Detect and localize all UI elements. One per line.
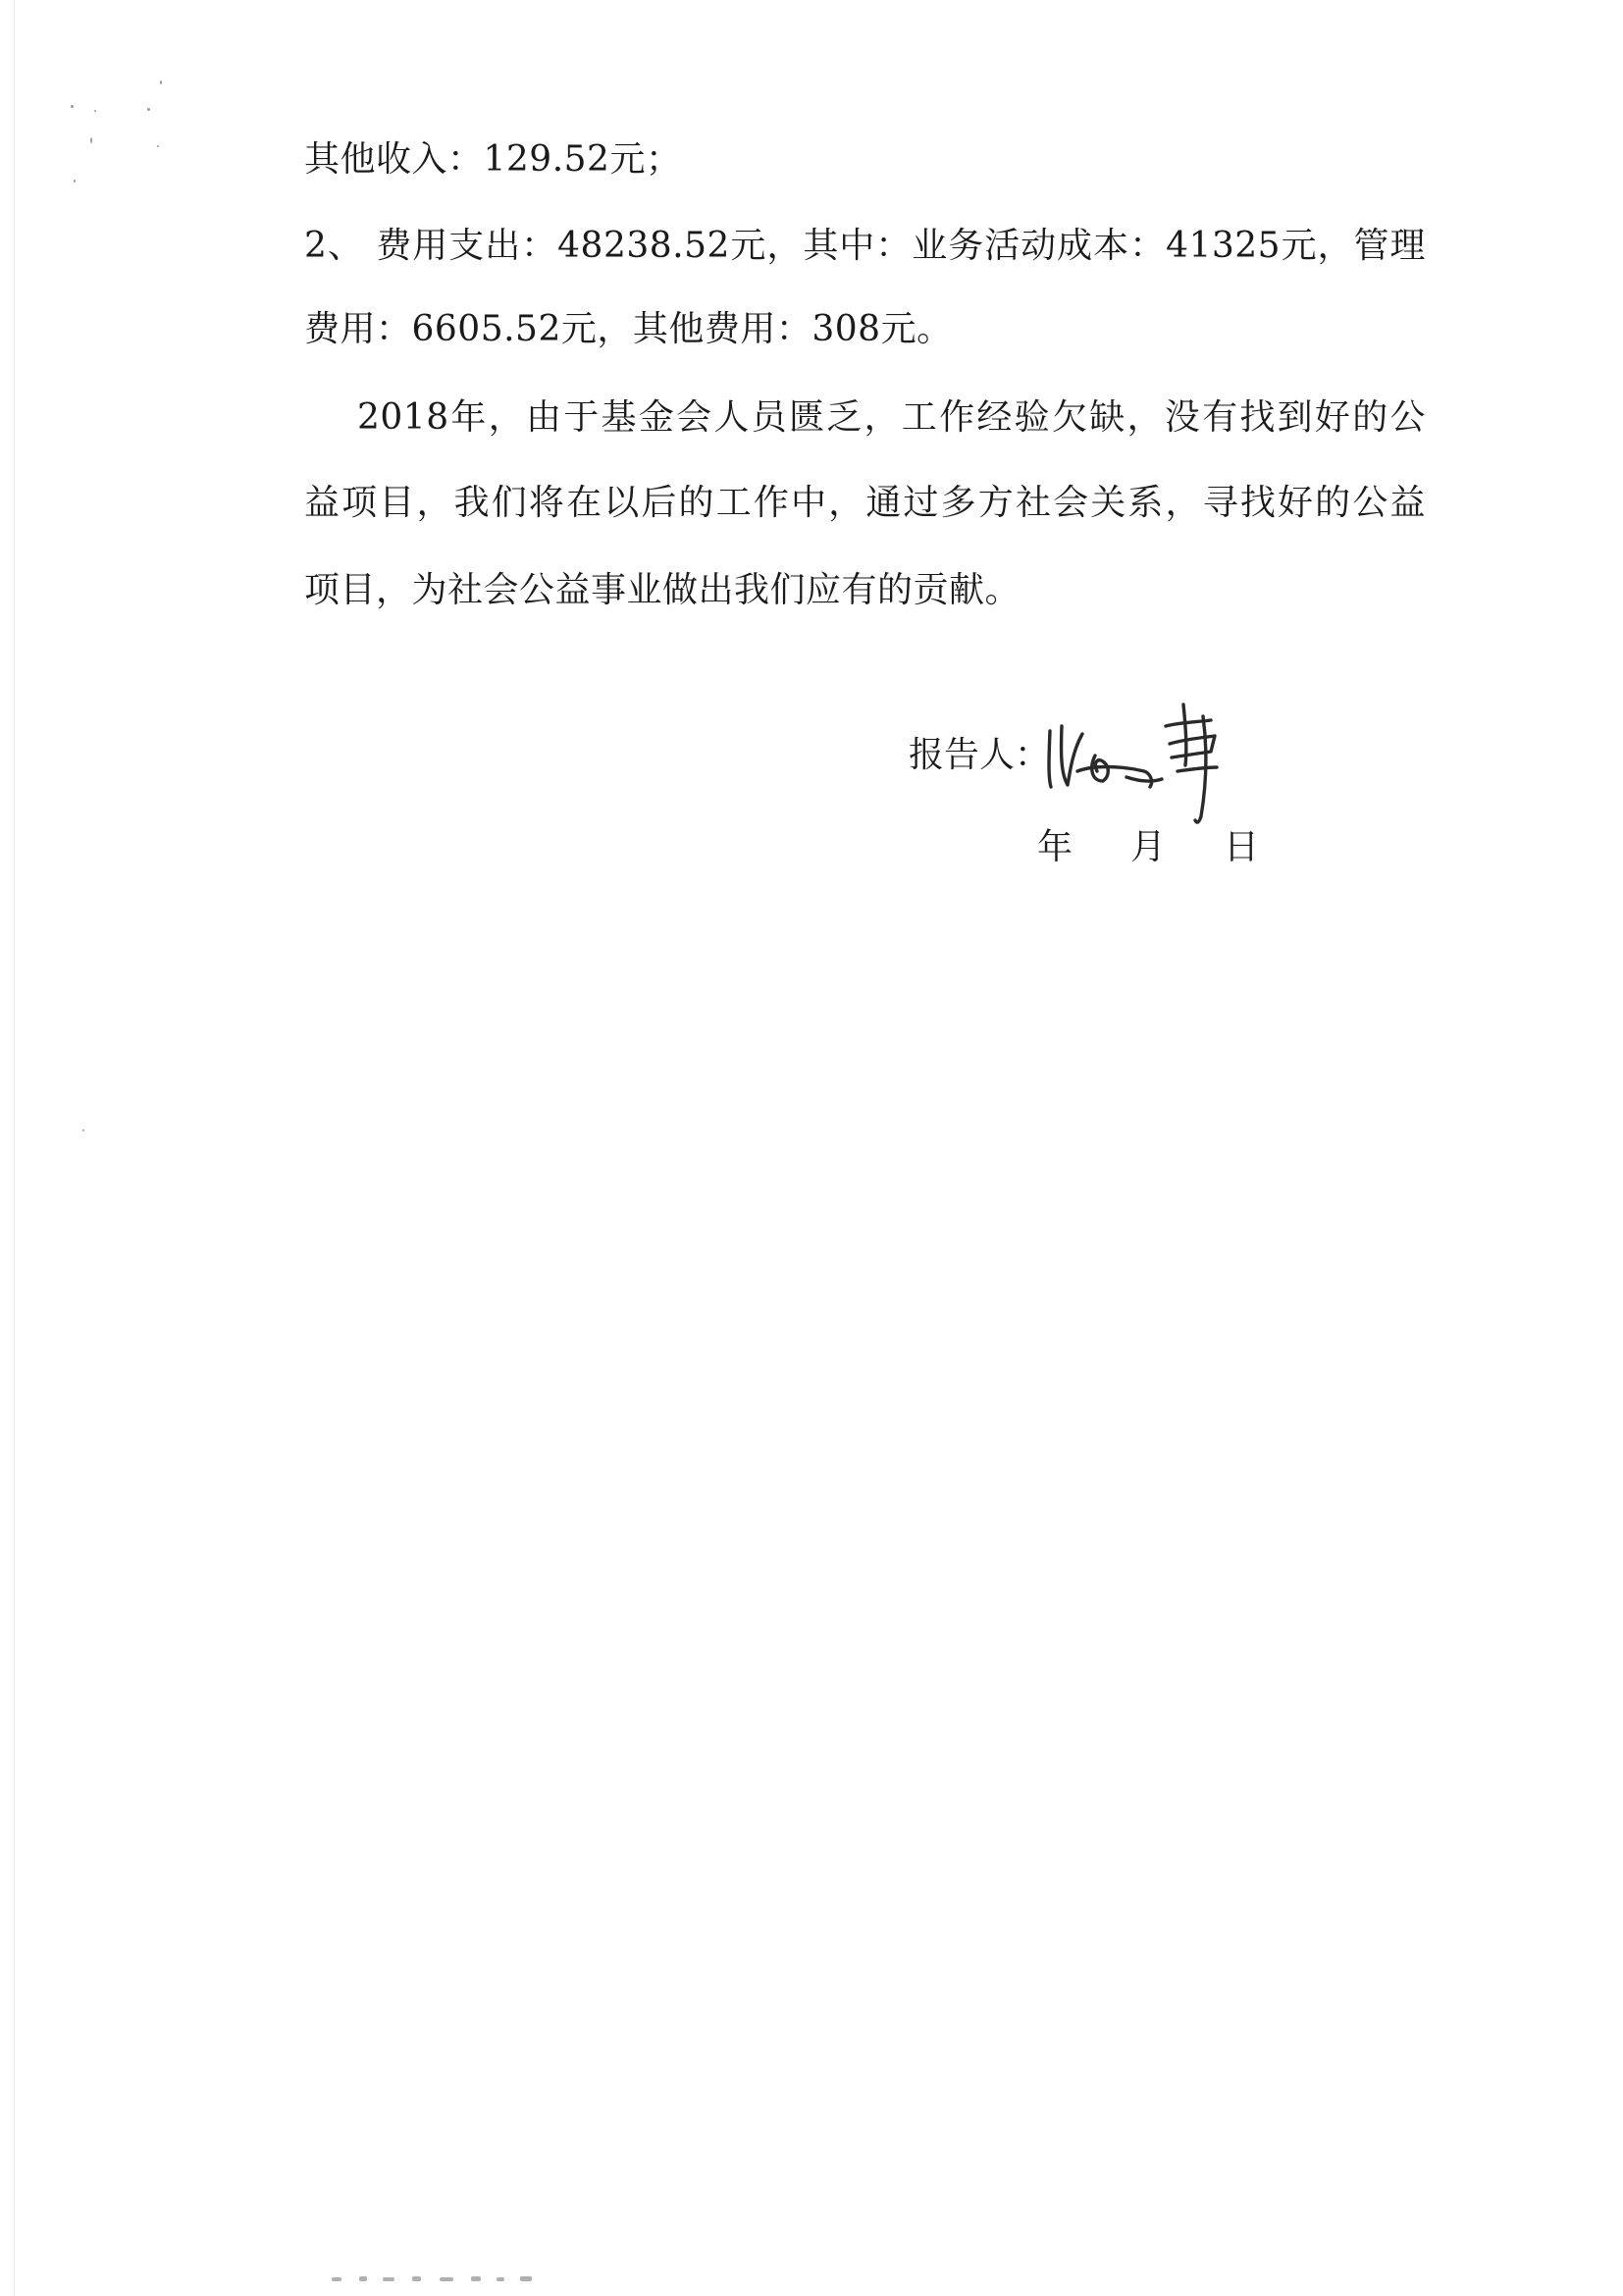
scan-speck [71, 105, 74, 108]
date-month-label: 月 [1130, 827, 1167, 867]
scan-speck [82, 1129, 84, 1131]
scan-speck [160, 80, 162, 84]
expense-detail-line: 费用：6605.52元，其他费用：308元。 [304, 309, 953, 349]
scan-speck [90, 137, 92, 143]
scan-speck [74, 180, 76, 183]
scan-speck [157, 145, 159, 147]
other-income-line: 其他收入：129.52元； [304, 139, 682, 180]
scan-speck [94, 110, 96, 112]
summary-paragraph-line-3: 项目，为社会公益事业做出我们应有的贡献。 [304, 570, 1021, 610]
scan-bottom-smudge [324, 2274, 569, 2284]
date-year-label: 年 [1037, 827, 1073, 867]
summary-paragraph-line-2: 益项目，我们将在以后的工作中，通过多方社会关系，寻找好的公益 [304, 483, 1426, 523]
signer-label: 报告人： [909, 735, 1051, 775]
date-day-label: 日 [1224, 827, 1260, 867]
scan-speck [147, 108, 150, 111]
expense-line: 2、 费用支出：48238.52元，其中：业务活动成本：41325元，管理 [304, 226, 1426, 266]
summary-paragraph-line-1: 2018年，由于基金会人员匮乏，工作经验欠缺，没有找到好的公 [357, 397, 1426, 438]
scan-margin-line [14, 0, 15, 2296]
signature-icon [1038, 687, 1244, 834]
